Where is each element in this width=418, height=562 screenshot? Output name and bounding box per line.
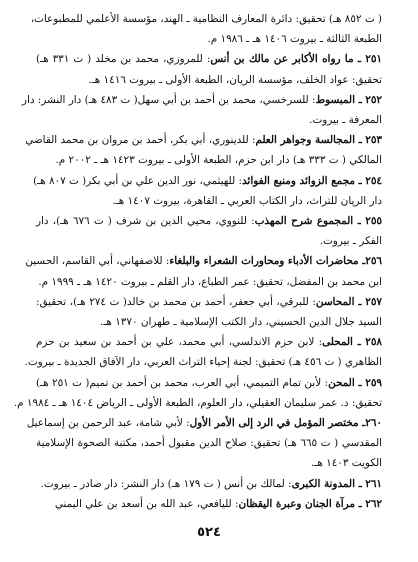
entry-text: الطبعة الثالثة ـ بيروت ١٤٠٦ هـ ـ ١٩٨٦ م. [207, 33, 382, 46]
text-line [26, 413, 382, 433]
entry-text: : لأبن تمام التميمي، أبي العرب، محمد بن أحمد بن تميم( ت ٢٥١ هـ) [36, 376, 329, 389]
entry-title: ٢٥٢ ـ المبسوط [315, 93, 382, 106]
entry-title: ٢٦٠ـ مختصر المؤمل في الرد إلى الأمر الأول [189, 417, 382, 429]
entry-text: : للنووي، محيي الدين بن شرف ( ت ٦٧٦ هـ)، دار [36, 215, 255, 227]
entry-text: : للاصفهاني، أبي القاسم، الحسين [25, 255, 170, 268]
text-line [36, 494, 382, 514]
text-line [36, 312, 382, 332]
text-line [36, 70, 382, 90]
entry-title: ٢٥٣ ـ المجالسة وجواهر العلم [255, 134, 382, 147]
entry-text: تحقيق: د. عمر سليمان العقيلي، دار العلوم، الطبعة الأولى ـ الرياض ١٤٠٤ هـ ـ ١٩٨٤ م. [13, 396, 382, 409]
entry-title: ٢٥٦ـ محاضرات الأدباء ومحاورات الشعراء والبلغاء [169, 255, 382, 268]
entry-text: : لابن حزم الاندلسي، أبي محمد، علي بن أحمد بن سعيد بن حزم [36, 336, 323, 349]
entry-text: دار الريان للتراث، دار الكتاب العربي ـ القاهرة، بيروت ١٤٠٧ هـ. [112, 194, 382, 207]
entry-title: ٢٥٤ ـ مجمع الزوائد ومنبع الفوائد [241, 174, 382, 187]
entry-text: تحقيق: عواد الخلف، مؤسسة الريان، الطبعة الأولى ـ بيروت ١٤١٦ هـ. [88, 73, 382, 86]
text-line [36, 191, 382, 211]
entry-text: الفكر ـ بيروت. [319, 235, 382, 248]
entry-text: ابن محمد بن المفضل، تحقيق: عمر الطباع، دار القلم ـ بيروت ١٤٢٠ هـ ـ ١٩٩٩ م. [38, 275, 382, 288]
text-line [36, 474, 382, 494]
text-line [21, 90, 382, 110]
entry-text: : للسرخسي، محمد بن أحمد بن أبي سهل( ت ٤٨٣ هـ) دار النشر: دار [21, 93, 316, 106]
page-number: ٥٢٤ [197, 525, 221, 540]
entry-text: الكويت ١٤٠٣ هـ. [310, 457, 382, 470]
text-line [36, 433, 382, 453]
entry-text: الظاهري ( ت ٤٥٦ هـ) تحقيق: لجنة إحياء التراث العربي، دار الآفاق الجديدة ـ بيروت. [24, 356, 382, 369]
entry-title: ٢٥٥ ـ المجموع شرح المهذب [254, 215, 383, 227]
entry-title: ٢٦٢ ـ مرآة الجنان وعبرة اليقظان [238, 497, 382, 510]
entry-text: السيد جلال الدين الحسيني، دار الكتب الإسلامية ـ طهران ١٣٧٠ هـ. [100, 316, 382, 328]
entry-text: : للبرقي، أبي جعفر، أحمد بن محمد بن خالد( ت ٢٧٤ هـ)، تحقيق: [36, 295, 316, 308]
text-line [36, 292, 382, 312]
text-line [13, 393, 382, 413]
text-line [30, 9, 382, 29]
text-line [24, 352, 382, 372]
entry-text: ( ت ٨٥٢ هـ) تحقيق: دائرة المعارف النظامية ـ الهند، مؤسسة الأعلمي للمطبوعات، [30, 13, 382, 25]
text-line [36, 150, 382, 170]
text-line [33, 171, 382, 191]
text-line [36, 110, 382, 130]
entry-title: ٢٥٨ ـ المحلى [322, 336, 382, 349]
entry-text: المالكي ( ت ٣٣٣ هـ) دار ابن حزم، الطبعة الأولى ـ بيروت ١٤٢٣ هـ ـ ٢٠٠٢ م. [55, 154, 382, 167]
text-line [36, 211, 382, 231]
entry-title: ٢٦١ ـ المدونة الكبرى [291, 477, 382, 490]
text-line [36, 272, 382, 292]
text-line [36, 49, 382, 69]
entry-title: ٢٥١ ـ ما رواه الأكابر عن مالك بن أنس [210, 53, 382, 66]
entry-text: : لمالك بن أنس ( ت ١٧٩ هـ) دار النشر: دار صادر ـ بيروت. [40, 477, 292, 490]
text-line [36, 29, 382, 49]
entry-text: المعرفة ـ بيروت. [309, 114, 382, 126]
text-line [25, 251, 382, 271]
text-line [25, 130, 382, 150]
entry-text: : لأبي شامة، عبد الرحمن بن إسماعيل [26, 417, 190, 429]
text-line [36, 231, 382, 251]
entry-text: : لليافعي، عبد الله بن أسعد بن علي اليمني [54, 497, 239, 510]
entry-text: المقدسي ( ت ٦٦٥ هـ) تحقيق: صلاح الدين مقبول أحمد، مكتبة الصحوة الإسلامية [36, 437, 382, 450]
entry-title: ٢٥٧ ـ المحاسن [315, 295, 382, 308]
entry-text: : للدينوري، أبي بكر، أحمد بن مروان بن محمد القاضي [25, 134, 256, 147]
text-line [36, 373, 382, 393]
entry-text: : للهيثمي، نور الدين علي بن أبي بكر( ت ٨٠٧ هـ) [33, 174, 242, 187]
entry-text: : للمروزي، محمد بن مخلد ( ت ٣٣١ هـ) [36, 53, 211, 66]
text-line [36, 332, 382, 352]
entry-title: ٢٥٩ ـ المحن [328, 376, 382, 389]
text-line [36, 453, 382, 473]
